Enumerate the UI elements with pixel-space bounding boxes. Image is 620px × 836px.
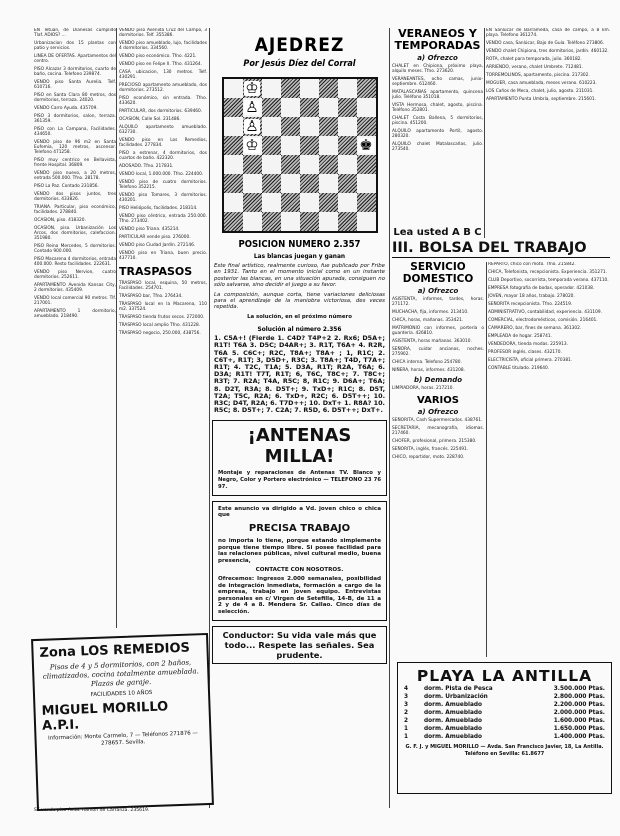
classified-ad: CHALET Costa Ballena, 5 dormitorios, piscina. 451200.: [392, 116, 483, 126]
job-contact-text: Ofrecemos: Ingresos 2.000 semanales, posibilidad de integración inmediata, formación a cargo de la empresa, trabajo en joven equipo. Entrevistas personales en c/ Virgen de Setefilla, 14-B, de 11 a 2 y de 4 a 8. Mendera Sr. Callao. Cinco días de selección.: [218, 576, 381, 615]
classified-ad: PISO Macarena 4 dormitorios, entrada 400.000. Resto facilidades. 222631.: [34, 257, 116, 267]
chess-title: AJEDREZ: [254, 34, 345, 56]
playa-cell-d: dorm. Amueblado: [424, 726, 483, 732]
classified-ad: TRASPASO bar, Tfno. 276434.: [119, 294, 183, 299]
classified-ad: VENDO piso en Triana, buen precio. 437710.: [119, 251, 207, 261]
board-square: [224, 155, 243, 174]
remedios-title: Zona LOS REMEDIOS: [39, 640, 191, 661]
classified-ad: ELECTRICISTA, oficial primera. 270381.: [488, 358, 573, 363]
chess-piece-icon: ♚: [359, 136, 373, 154]
servicio-domestico-column: [392, 262, 484, 658]
classified-ad: OCASION, piso. 418320.: [34, 218, 86, 223]
classified-ad: CHICO, repartidor, moto. 228740.: [392, 455, 465, 460]
board-square: [281, 212, 300, 231]
playa-title: PLAYA LA ANTILLA: [416, 667, 593, 685]
classified-ad: EMPRESA fotografía de bodas, operador. 421038.: [488, 286, 595, 291]
classified-ad: CHALET en Chipiona, próximo playa, alquilo meses. Tfno. 273620.: [392, 64, 483, 74]
servicio-list: [392, 297, 484, 373]
playa-cell-p: 2.800.000 Ptas.: [553, 694, 605, 700]
classified-ad: CHICA interna. Telefono 254780.: [392, 360, 462, 365]
board-square: [319, 155, 338, 174]
classified-ad: VENDO piso Nervion, cuatro dormitorios. 252611.: [34, 270, 116, 280]
classified-ad: VENDO local comercial 90 metros. Tlf. 217001.: [34, 296, 116, 306]
board-square: [319, 98, 338, 117]
classified-ad: VENDO piso en Los Remedios, facilidades. 277834.: [119, 138, 207, 148]
board-square: [262, 117, 281, 136]
classified-ad: ALQUILO apartamento Portil, agosto. 280320.: [392, 129, 483, 139]
classified-ad: MUCHACHA, fija, informes. 213410.: [392, 310, 469, 315]
classified-ad: EN Sanlúcar de Barrameda, casa de campo, a 8 km. playa. Telefono 361274.: [486, 28, 610, 38]
traspasos-header: TRASPASOS: [119, 265, 193, 278]
playa-cell-n: 1: [404, 726, 409, 732]
playa-cell-n: 4: [404, 686, 409, 692]
board-square: [300, 117, 319, 136]
classified-ad: PARTICULAR, dos dormitorios. 639460.: [119, 109, 203, 114]
board-square: [262, 212, 281, 231]
demando-subheader: b) Demando: [413, 376, 463, 384]
playa-cell-d: dorm. Amueblado: [424, 734, 483, 740]
traspasos-list: [119, 281, 207, 336]
playa-cell-d: dorm. Amueblado: [424, 718, 483, 724]
classified-ad: VENDO casa, Sanlúcar, Bajo de Guía. Teléfono 273806.: [486, 41, 605, 46]
classified-ad: VERANEANTES, ocho camas, junio-septiembre. 612460.: [392, 77, 483, 87]
classified-ad: VENDO Carro Ayuda. 435709.: [34, 106, 98, 111]
classified-ad: LIMPIADORA, horas. 217210.: [392, 386, 454, 391]
board-square: [357, 117, 376, 136]
classified-ad: Urbanizacion dos 15 plantas con patio y servicios.: [34, 41, 116, 51]
column-divider: [116, 28, 117, 628]
classified-ad: VENDO piso de 96 m2 en Santa Eufemia, 120 metros, ascensor. Telefono 471258.: [34, 140, 116, 155]
playa-antilla-ad: [397, 662, 612, 794]
classified-ad: APARTAMENTO Punta Umbría, septiembre. 215601.: [486, 97, 596, 102]
chess-intro-2: La composición, aunque corta, tiene variaciones deliciosas para el aprendizaje de la maniobra victoriosa, des veces repetida.: [214, 291, 385, 311]
playa-price-row: [398, 701, 611, 709]
playa-price-row: [398, 733, 611, 741]
board-square: [262, 155, 281, 174]
board-square: [357, 174, 376, 193]
classified-ad: PISO Reina Mercedes, 5 dormitorios. Contado 900.000.: [34, 244, 116, 254]
playa-cell-d: dorm. Pista de Pesca: [424, 686, 493, 692]
playa-price-row: [398, 725, 611, 733]
playa-cell-d: dorm. Urbanización: [424, 694, 488, 700]
classified-ad: TRASPASO negocio, 250.000, 438756.: [119, 331, 201, 336]
classified-ad: EN Tetuan, de Dianesas cumplido Tlaf. ADIOS? ...: [34, 28, 116, 38]
board-square: [300, 193, 319, 212]
board-square: [357, 193, 376, 212]
classified-ad: VENDO piso amueblado, lujo, facilidades 4 dormitorios. 334560.: [119, 41, 207, 51]
classified-ad: APARTAMENTO 1 dormitorio, amueblado. 218490.: [34, 309, 116, 319]
chess-piece-icon: ♔: [245, 136, 259, 154]
classified-ad: PISO con La Campana, Facilidades. 434650.: [34, 127, 116, 137]
board-square: [357, 79, 376, 98]
board-square: [319, 117, 338, 136]
classified-ad: ALQUILO apartamento amueblado. 632730.: [119, 125, 207, 135]
board-square: [243, 155, 262, 174]
board-square: [300, 174, 319, 193]
board-square: [300, 98, 319, 117]
solution-title: Solución al número 2.356: [257, 325, 342, 334]
board-square: [224, 212, 243, 231]
board-square: [338, 212, 357, 231]
classified-ad: PISO La Paz. Contado 231856.: [34, 184, 99, 189]
classified-ad: VENDO dos pisos juntos, tres dormitorios. 433826.: [34, 192, 116, 202]
board-square: [338, 174, 357, 193]
remedios-facilidades: FACILIDADES 10 AÑOS: [90, 689, 153, 699]
classified-ad: VENDO piso Avenida Cruz del Campo, 3 dormitorios. Telf. 355386.: [119, 28, 207, 38]
board-square: [224, 193, 243, 212]
classified-ad: SECRETARIA, mecanografía, idiomas. 217460.: [392, 426, 484, 436]
classified-ad: LINEA DE OFERTAS. Apartamentos del centro.: [34, 54, 116, 64]
classified-ad: CASA ubicacion, 130 metros. Telf. 430291.: [119, 70, 207, 80]
board-square: [319, 79, 338, 98]
board-square: [319, 174, 338, 193]
job-title: PRECISA TRABAJO: [248, 523, 351, 535]
playa-cell-n: 3: [404, 694, 409, 700]
classified-ad: VENDO piso Santa Aurelia. Telf. 610716.: [34, 80, 116, 90]
classified-ad: TRASPASO tienda frutos secos. 272000.: [119, 315, 205, 320]
varios-list: [392, 418, 484, 460]
classified-ad: CHICA, Telefonista, recepcionista. Experiencia. 351271.: [488, 270, 607, 275]
ofrezco-subheader: a) Ofrezco: [417, 408, 459, 416]
board-square: [338, 136, 357, 155]
board-square: [243, 98, 262, 117]
classified-ad: MATRIMONIO con informes, portería o guardería. 426810.: [392, 326, 484, 336]
board-square: [300, 212, 319, 231]
antenas-text: Montaje y reparaciones de Antenas TV. Blanco y Negro, Color y Portero electrónico — TELEFONO 23 76 97.: [218, 470, 381, 491]
veraneos-column: [392, 28, 483, 236]
board-square: [243, 79, 262, 98]
classified-ad: CHICA, horas, mañanas. 353421.: [392, 318, 464, 323]
board-square: [338, 193, 357, 212]
job-ad: [212, 501, 387, 621]
board-square: [281, 155, 300, 174]
board-square: [300, 79, 319, 98]
classified-ad: VENDO local, 1.000.000. Tfno. 224400.: [119, 172, 204, 177]
antenas-title: ¡ANTENAS MILLA!: [247, 425, 352, 468]
classified-ad: VENDO piso céntrico, entrada 250.000. Tfno. 273402.: [119, 214, 207, 224]
classified-ad: PISO muy centrico en Bellavista, frente Hospital. 36809.: [34, 158, 116, 168]
board-square: [319, 136, 338, 155]
board-square: [357, 136, 376, 155]
board-square: [281, 193, 300, 212]
classified-ad: EMPLEADA de hogar. 258741.: [488, 334, 552, 339]
classified-ad: VENDO piso en Felipe II. Tfno. 431264.: [119, 62, 202, 67]
playa-cell-p: 3.500.000 Ptas.: [553, 686, 605, 692]
remedios-text: Pisos de 4 y 5 dormitorios, con 2 baños, climatizados, cocina totalmente amueblada. Plazas de garaje.: [42, 658, 199, 689]
board-square: [281, 79, 300, 98]
board-square: [319, 193, 338, 212]
remedios-agent-name: MIGUEL MORILLO A.P.I.: [41, 699, 169, 734]
column-divider: [486, 262, 487, 657]
classified-ad: TRASPASO local amplio Tfno. 431228.: [119, 323, 201, 328]
antenas-ad: [212, 420, 387, 495]
demando-list: [392, 386, 484, 391]
classified-ad: TORREMOLINOS, apartamento, piscina. 217302.: [486, 73, 590, 78]
ofrezco-subheader: a) Ofrezco: [417, 287, 459, 295]
classified-ad: VENDO piso Ciudad Jardín. 272146.: [119, 243, 196, 248]
playa-cell-d: dorm. Amueblado: [424, 710, 483, 716]
job-body: no importa lo tiene, porque estando simplemente porque tiene tiempo libre. Si posee facilidad para las relaciones públicas, nivel cultural medio, buena presencia,: [218, 538, 381, 564]
board-square: [262, 79, 281, 98]
trabajo-column-2: [488, 262, 610, 657]
board-square: [281, 174, 300, 193]
classified-ad: PISO económico, sin entrada. Tfno. 433620.: [119, 96, 207, 106]
position-title: POSICION NUMERO 2.357: [238, 239, 361, 250]
playa-price-row: [398, 685, 611, 693]
classifieds-column-1: [34, 28, 116, 630]
playa-cell-p: 2.000.000 Ptas.: [553, 710, 605, 716]
classified-ad: CLUB Deportivo, socorrista, temporada verano. 437110.: [488, 278, 609, 283]
classified-ad: PISO en Santa Clara 80 metros, dos dormitorios, terraza. 24020.: [34, 93, 116, 103]
solution-text: 1. C5A+! (Fierde 1. C4D? T4P+2 2. Rx6; D5A+; R1T! T6A 3. D5C; D4AR+; 3. R1T, T6A+ 4. R2R, T6A 5. C6C+; R2C, T8A+; T8A+ ; 1, R1C; 2. C6T+, R1T; 3, D5D+, R3C; 3. T8A+; T4D, T7A+; R1T; 4. T2C, T1A; 5. D3A, R1T; R2A, T6A; 6. D3A; R1T! T7T, R1T; 6, T6C, T8C+; 7. T8C+; R3T; 7. R2A; T4A, R5C; 8, R1C; 9. D6A+; T6A; 8. D2T, R3A; 8. D5T+; 9. TxD+; R1C; 8. D5T, T2A; T5C, R2A; 6. TxD+, R2C; 6. D5T++; 10. R3C; D4T, R2A; 6. T7D++; 10. DxT+ 1. R8A? 10. R5C; 8. D5T+; 7. C2A; 7. R5D, 6. D5T++; DxT+.: [214, 334, 385, 415]
veraneos-header: VERANEOS Y TEMPORADAS: [394, 28, 481, 52]
board-square: [243, 117, 262, 136]
classified-ad: CHOFER, profesional, primera. 215380.: [392, 439, 477, 444]
column-divider: [389, 28, 390, 808]
chess-board: [222, 77, 378, 233]
playa-cell-p: 1.600.000 Ptas.: [553, 718, 605, 724]
classified-ad: PRECIOSO apartamento amueblado, dos dormitorios. 273512.: [119, 83, 207, 93]
classified-ad: ARRIENDO, verano, chalet Umbrete. 712481.: [486, 65, 584, 70]
board-square: [338, 98, 357, 117]
classified-ad: VENDO piso nuevo, a 20 metros, entrada 500.000. Tfno. 28178.: [34, 171, 116, 181]
classified-ad: REPARTO, chico con moto. Tfno. 215842.: [488, 262, 576, 267]
classified-ad: VENDO piso económico. Tfno. 4221.: [119, 54, 197, 59]
board-square: [243, 212, 262, 231]
board-square: [224, 136, 243, 155]
board-square: [281, 136, 300, 155]
board-square: [357, 98, 376, 117]
classified-ad: PISO a estrenar, 4 dormitorios, dos cuartos de baño. 422320.: [119, 151, 207, 161]
classified-ad: APARTAMENTO Avenida Kansas City, 2 dormitorios. 435409.: [34, 283, 116, 293]
playa-cell-n: 3: [404, 702, 409, 708]
chess-piece-icon: ♙: [245, 117, 259, 135]
chess-intro: Este final artístico, realmente curioso, fue publicado por Fribe en 1931. Tanto en el momento inicial como en un instante posterior las blancas, en una situación apurada, consiguen no sólo salvarse, sino decidir el juego a su favor.: [214, 263, 385, 289]
classified-ad: MATALASCAÑAS apartamento, quincena julio. Teléfono 351018.: [392, 90, 483, 100]
remedios-address: Información: Monte Carmelo, 7 — Teléfonos 271876 — 278657. Sevilla.: [47, 730, 199, 747]
classified-ad: CAMARERO, bar, fines de semana. 361302.: [488, 326, 582, 331]
playa-cell-n: 2: [404, 718, 409, 724]
board-square: [243, 174, 262, 193]
playa-price-row: [398, 717, 611, 725]
playa-cell-d: dorm. Amueblado: [424, 702, 483, 708]
classified-ad: MOGUER, casa amueblada, meses verano. 610223.: [486, 81, 597, 86]
classified-ad: LOS Caños de Meca, chalet, julio, agosto. 211031.: [486, 89, 594, 94]
classified-ad: PARTICULAR vende piso. 276000.: [119, 235, 191, 240]
column-divider: [484, 28, 485, 238]
board-square: [338, 117, 357, 136]
playa-price-row: [398, 709, 611, 717]
classified-ad: PISO 3 dormitorios, salon, terraza. 361359.: [34, 114, 116, 124]
classified-ad: PISO Alcazar 3 dormitorios, cuarto de baño, cocina. Telefono 239874.: [34, 67, 116, 77]
chess-piece-icon: ♔: [245, 79, 259, 97]
classified-ad: TRASPASO local, esquina, 50 metros, Facilidades. 254701.: [119, 281, 207, 291]
board-square: [300, 136, 319, 155]
playa-cell-p: 1.650.000 Ptas.: [553, 726, 605, 732]
classified-ad: SE vende piso Avda. Ramon de Carranza. 235619.: [34, 808, 150, 813]
classified-ad: VENDO piso de cuatro dormitorios. Telefono 352215.: [119, 180, 207, 190]
board-square: [357, 155, 376, 174]
board-square: [262, 174, 281, 193]
board-square: [338, 155, 357, 174]
lea-abc-banner: Lea usted A B C: [393, 227, 482, 238]
classifieds-list: [119, 28, 207, 261]
classified-ad: JOVEN, mayor 18 años, trabajo. 278020.: [488, 294, 575, 299]
board-square: [262, 193, 281, 212]
classified-ad: ASISTENTA, informes, tardes, horas. 271172.: [392, 297, 484, 307]
classified-ad: PROFESOR inglés, clases. 432170.: [488, 350, 562, 355]
classified-ad: VISTA Hermosa, chalet, agosto, piscina. Teléfono 352801.: [392, 103, 483, 113]
playa-cell-n: 1: [404, 734, 409, 740]
classified-ad: SEÑORITA recepcionista. Tfno. 224519.: [488, 302, 573, 307]
job-contact-title: CONTACTE CON NOSOTROS.: [255, 567, 344, 574]
servicio-domestico-header: SERVICIO DOMESTICO: [402, 262, 474, 285]
classified-ad: OCASION, Calle Sol. 231486.: [119, 117, 181, 122]
classified-ad: VENDO piso Tomares, 3 dormitorios. 430201.: [119, 193, 207, 203]
chess-piece-icon: ♙: [245, 98, 259, 116]
classified-ad: SEÑORA, cuidar ancianos, noches. 275902.: [392, 347, 484, 357]
classified-ad: COMERCIAL, electrodomésticos, comisión. 216401.: [488, 318, 598, 323]
board-square: [281, 117, 300, 136]
playa-price-row: [398, 693, 611, 701]
classified-ad: TRIANA. Particular, piso económico, facilidades. 278840.: [34, 205, 116, 215]
classifieds-column-2: [119, 28, 207, 630]
job-intro: Este anuncio va dirigido a Vd. joven chico o chica que: [218, 505, 381, 519]
board-square: [243, 193, 262, 212]
board-square: [262, 136, 281, 155]
classified-ad: OCASION, piso. Urbanización Los Arcos, dos dormitorios, calefaccion. 351980.: [34, 226, 116, 241]
playa-cell-p: 1.400.000 Ptas.: [553, 734, 605, 740]
board-square: [319, 212, 338, 231]
bolsa-trabajo-header: III. BOLSA DEL TRABAJO: [392, 240, 610, 258]
board-square: [281, 98, 300, 117]
classified-ad: ADMINISTRATIVO, contabilidad, experiencia. 431109.: [488, 310, 603, 315]
board-square: [262, 98, 281, 117]
board-square: [224, 98, 243, 117]
board-square: [300, 155, 319, 174]
remedios-ad: [31, 633, 214, 811]
playa-price-list: [398, 685, 611, 741]
classified-ad: NIÑERA, horas, informes. 431208.: [392, 368, 465, 373]
classified-ad: VENDO piso Triana. 435214.: [119, 227, 180, 232]
ofrezco-subheader: a) Ofrezco: [417, 54, 458, 62]
classified-ad: PISO Heliópolis, facilidades. 218314.: [119, 206, 198, 211]
position-subtitle: Las blancas juegan y ganan: [253, 252, 346, 260]
board-square: [338, 79, 357, 98]
classified-ad: ADOSADO. Tfno. 217831.: [119, 164, 174, 169]
classified-ad: SEÑORITA, inglés, francés. 225491.: [392, 447, 469, 452]
board-square: [224, 79, 243, 98]
classified-ad: SEÑORITA, Cash Supermercados. 438761.: [392, 418, 483, 423]
board-square: [224, 174, 243, 193]
board-square: [224, 117, 243, 136]
chess-author: Por Jesús Díez del Corral: [243, 59, 356, 69]
board-square: [357, 212, 376, 231]
varios-header: VARIOS: [417, 395, 459, 406]
classified-ad: VENDO chalet Chipiona, tres dormitorios, jardín. 460132.: [486, 49, 609, 54]
board-square: [243, 136, 262, 155]
playa-cell-p: 2.200.000 Ptas.: [553, 702, 605, 708]
playa-cell-n: 2: [404, 710, 409, 716]
classified-ad: VENDEDORA, tienda modas. 225913.: [488, 342, 568, 347]
road-safety-notice: Conductor: Su vida vale más que todo... Respete las señales. Sea prudente.: [212, 626, 387, 664]
playa-footer: G. F. J. y MIGUEL MORILLO — Avda. San Francisco Javier, 18, La Antilla. Teléfono en Sevilla: 61.8677: [405, 744, 604, 757]
next-solution-note: La solución, en el próximo número: [247, 313, 352, 320]
classified-ad: ALQUILO chalet Matalascañas, julio. 273540.: [392, 142, 483, 152]
chess-column: [212, 28, 387, 808]
veraneos-column-2: [486, 28, 610, 238]
classified-ad: CONTABLE titulado. 219640.: [488, 366, 550, 371]
classified-ad: ASISTENTA, horas mañanas. 363010.: [392, 339, 472, 344]
classified-ad: TRASPASO local en la Macarena, 110 m2. 337524.: [119, 302, 207, 312]
veraneos-list: [392, 64, 483, 152]
classified-ad: ROTA, chalet para temporada, julio. 360182.: [486, 57, 582, 62]
